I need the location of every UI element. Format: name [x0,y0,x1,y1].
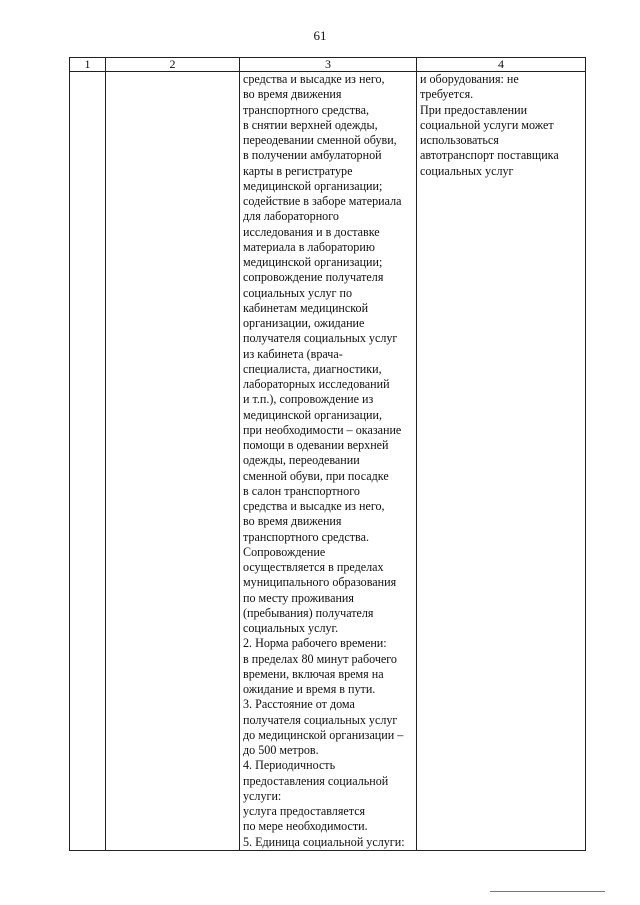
text-line: использоваться [420,133,499,147]
text-line: и оборудования: не [420,72,519,86]
text-line: средства и высадке из него, [243,72,385,86]
text-line: 2. Норма рабочего времени: [243,636,387,651]
column-header-1: 1 [70,58,106,72]
text-line: получателя социальных услуг [243,712,398,727]
text-line: ожидание и время в пути. [243,682,376,696]
text-line: муниципального образования [243,575,397,590]
text-line: услуги: [243,788,282,803]
text-line: (пребывания) получателя [243,605,374,620]
text-line: социальных услуг по [243,285,353,300]
text-line: из кабинета (врача- [243,346,343,361]
text-line: транспортного средства, [243,102,369,117]
text-line: 3. Расстояние от дома [243,697,355,712]
text-line: 5. Единица социальной услуги: [243,834,405,849]
services-table [69,57,586,851]
text-line: медицинской организации; [243,255,383,269]
text-line: социальных услуг. [243,621,339,635]
text-line: в получении амбулаторной [243,148,382,163]
text-line: в пределах 80 минут рабочего [243,651,397,666]
text-line: во время движения [243,514,342,529]
text-line: времени, включая время на [243,666,384,681]
column-header-3: 3 [240,58,417,72]
text-line: помощи в одевании верхней [243,438,389,452]
text-line: карты в регистратуре [243,163,353,178]
text-line: кабинетам медицинской [243,300,369,315]
cell-col-1 [70,72,106,851]
text-line: услуга предоставляется [243,804,366,818]
text-line: сменной обуви, при посадке [243,468,389,483]
cell-col-4 [417,72,586,851]
table-body-row [70,72,586,851]
footer-rule [490,891,605,892]
text-line: медицинской организации; [243,178,383,193]
text-line: в снятии верхней одежды, [243,117,378,132]
text-line: по месту проживания [243,590,354,605]
text-line: средства и высадке из него, [243,499,385,513]
text-line: медицинской организации, [243,407,383,422]
service-conditions-text [417,72,585,179]
text-line: до медицинской организации – [243,727,404,742]
text-line: осуществляется в пределах [243,560,384,574]
text-line: в салон транспортного [243,483,360,498]
text-line: автотранспорт поставщика [420,148,559,163]
service-description-text [240,72,416,850]
text-line: для лабораторного [243,209,339,224]
text-line: до 500 метров. [243,743,319,757]
column-header-2: 2 [106,58,240,72]
text-line: социальной услуги может [420,117,554,132]
text-line: переодевании сменной обуви, [243,133,397,147]
text-line: получателя социальных услуг [243,331,398,346]
cell-col-2 [106,72,240,851]
text-line: транспортного средства. [243,529,369,544]
text-line: 4. Периодичность [243,758,336,773]
text-line: по мере необходимости. [243,819,368,834]
column-header-4: 4 [417,58,586,72]
table-header-row [70,58,586,72]
text-line: организации, ожидание [243,316,365,330]
text-line: социальных услуг [420,163,514,178]
text-line: содействие в заборе материала [243,194,402,208]
page-number: 61 [313,28,327,43]
text-line: одежды, переодевании [243,453,360,468]
cell-col-3 [240,72,417,851]
text-line: при необходимости – оказание [243,422,402,437]
text-line: и т.п.), сопровождение из [243,392,374,407]
text-line: сопровождение получателя [243,270,384,285]
text-line: предоставления социальной [243,773,389,788]
text-line: исследования и в доставке [243,224,380,239]
text-line: Сопровождение [243,544,326,559]
text-line: лабораторных исследований [243,377,390,391]
text-line: во время движения [243,87,342,102]
text-line: требуется. [420,87,474,102]
text-line: специалиста, диагностики, [243,361,382,376]
text-line: При предоставлении [420,102,528,117]
text-line: материала в лабораторию [243,239,375,254]
